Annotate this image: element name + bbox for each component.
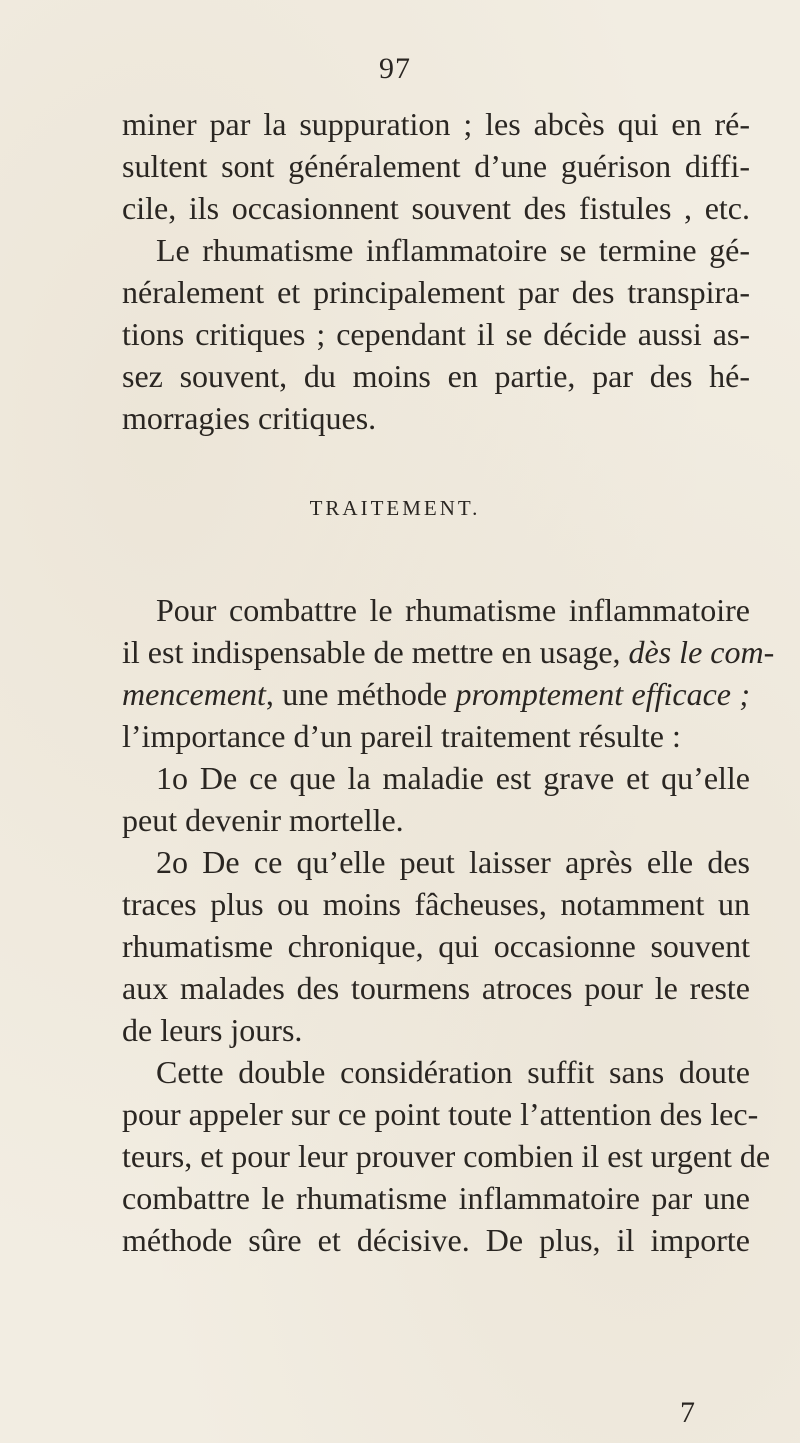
- text-line: teurs, et pour leur prouver combien il est urgent de: [122, 1138, 771, 1174]
- text-line: combattre le rhumatisme inflammatoire par une: [122, 1180, 750, 1216]
- text-line: morragies critiques.: [122, 400, 377, 436]
- text-line: tions critiques ; cependant il se décide aussi as-: [122, 316, 750, 352]
- italic-segment: promptement efficace ;: [455, 676, 750, 712]
- text-segment: , une méthode: [265, 676, 456, 712]
- text-line: néralement et principalement par des transpira-: [122, 274, 750, 310]
- text-line: Le rhumatisme inflammatoire se termine gé-: [156, 232, 750, 268]
- text-segment: il est indispensable de mettre en usage,: [122, 634, 629, 670]
- text-line: méthode sûre et décisive. De plus, il importe: [122, 1222, 750, 1258]
- text-line: rhumatisme chronique, qui occasionne souvent: [122, 928, 750, 964]
- text-line: l’importance d’un pareil traitement résulte :: [122, 718, 681, 754]
- text-line: peut devenir mortelle.: [122, 802, 404, 838]
- text-line: Pour combattre le rhumatisme inflammatoire: [156, 592, 750, 628]
- text-line: traces plus ou moins fâcheuses, notamment un: [122, 886, 750, 922]
- text-line: aux malades des tourmens atroces pour le reste: [122, 970, 750, 1006]
- text-line: [122, 631, 775, 673]
- text-line: sez souvent, du moins en partie, par des hé-: [122, 358, 750, 394]
- text-line: [122, 673, 750, 715]
- section-heading: TRAITEMENT.: [309, 496, 481, 520]
- page-number: 97: [379, 52, 411, 85]
- text-line: 2o De ce qu’elle peut laisser après elle des: [156, 844, 750, 880]
- paragraph-symptoms: [122, 103, 750, 439]
- italic-segment: dès le com-: [628, 634, 775, 670]
- text-line: pour appeler sur ce point toute l’attention des lec-: [122, 1096, 759, 1132]
- italic-segment: mencement: [122, 676, 266, 712]
- text-line: Cette double considération suffit sans doute: [156, 1054, 750, 1090]
- paragraph-treatment: [122, 589, 775, 1261]
- text-line: sultent sont généralement d’une guérison diffi-: [122, 148, 750, 184]
- text-line: miner par la suppuration ; les abcès qui en ré-: [122, 106, 750, 142]
- text-line: cile, ils occasionnent souvent des fistules , etc.: [122, 190, 750, 226]
- signature-mark: 7: [680, 1396, 695, 1429]
- text-line: de leurs jours.: [122, 1012, 303, 1048]
- text-line: 1o De ce que la maladie est grave et qu’elle: [156, 760, 750, 796]
